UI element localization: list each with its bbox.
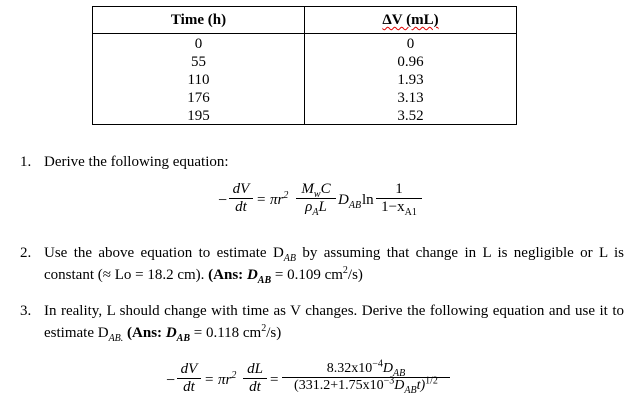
eq2-rhs-num-text: 8.32x10: [326, 361, 373, 376]
eq1-lhs-numerator: dV: [232, 181, 250, 197]
list-text: Derive the following equation:: [44, 154, 229, 170]
list-number: 2.: [20, 245, 32, 261]
table-cell: 110: [187, 72, 210, 88]
table-cell: 0: [194, 36, 203, 52]
item3-ans-var: D: [165, 325, 177, 341]
eq1-mid-fraction: [296, 181, 336, 216]
eq1-minus: −: [218, 192, 228, 209]
eq1-l: L: [318, 199, 327, 215]
item3-ans-label: (Ans:: [123, 325, 166, 341]
eq1-log-denominator: [376, 199, 422, 216]
eq1-d-text: D: [338, 192, 349, 208]
table-time-values: [93, 35, 304, 125]
eq2-rhs-den-text: (331.2+1.75x10: [294, 378, 384, 393]
eq1-equals: =: [257, 192, 266, 208]
item2-ans-var: D: [246, 267, 258, 283]
table-cell: 195: [187, 108, 210, 124]
table-cell: 176: [187, 90, 210, 106]
eq2-pi-exponent: 2: [231, 370, 237, 381]
item2-ans-value: = 0.109 cm: [271, 267, 343, 283]
table-volume-values: [305, 35, 516, 125]
table-column-volume: [305, 7, 516, 33]
eq1-pi-r: [270, 192, 288, 209]
eq2-pi-r: [218, 372, 236, 389]
list-text: [44, 300, 624, 344]
eq2-minus: −: [166, 372, 176, 389]
table-header-volume: ΔV (mL): [382, 12, 439, 28]
eq2-lhs-numerator: dV: [180, 361, 198, 377]
eq1-mid-denominator: [296, 199, 336, 216]
eq1-pi-r-text: πr: [270, 192, 284, 208]
eq2-rhs-den-sub: AB: [404, 384, 417, 396]
eq1-log-den-text: 1−x: [381, 199, 405, 215]
list-number: 3.: [20, 303, 32, 319]
table-column-time: [93, 7, 304, 33]
eq1-c: C: [320, 181, 331, 197]
table-cell: 1.93: [397, 72, 424, 88]
eq2-lhs-denominator: dt: [183, 379, 195, 395]
eq1-log-numerator: 1: [395, 181, 403, 197]
data-table: [92, 6, 517, 125]
eq2-rhs-den-exp: −3: [383, 375, 395, 387]
table-cell: 3.52: [397, 108, 424, 124]
eq2-equals: =: [205, 372, 214, 388]
eq1-mid-numerator: [296, 181, 336, 198]
eq1-rho: ρ: [305, 199, 313, 215]
eq2-lhs-fraction: [177, 361, 201, 396]
item2-ans-tail: /s): [347, 267, 363, 283]
eq1-lhs-denominator: dt: [235, 199, 247, 215]
eq1-log-den-sub: A1: [404, 207, 417, 218]
eq2-dl-numerator: dL: [247, 361, 263, 377]
eq2-rhs-den-t: t): [416, 378, 426, 393]
item2-answer: [208, 267, 272, 286]
item2-ans-sup: 2: [342, 265, 348, 276]
item2-text-a: Use the above equation to estimate D: [44, 245, 284, 261]
eq1-ln: ln: [362, 192, 374, 208]
item2-ans-sub: AB: [257, 275, 272, 286]
table-cell: 55: [191, 54, 206, 70]
table-header-time: Time (h): [170, 12, 227, 28]
eq2-dl-fraction: [243, 361, 267, 396]
eq2-dl-denominator: dt: [249, 379, 261, 395]
list-text: [44, 242, 624, 286]
eq1-a: A: [312, 207, 319, 218]
eq2-rhs-den-pow: 1/2: [425, 375, 438, 387]
eq2-rhs-denominator: [282, 375, 450, 396]
eq1-lhs-fraction: [229, 181, 253, 216]
item3-ans-tail: /s): [266, 325, 282, 341]
list-number: 1.: [20, 154, 32, 170]
eq1-d-sub: AB: [348, 200, 362, 211]
item2-sub-a: AB: [283, 253, 296, 264]
eq2-rhs-den-d: D: [394, 378, 405, 393]
eq2-equals-2: =: [270, 372, 279, 388]
item3-sub-a: AB.: [108, 333, 124, 344]
item2-ans-label: (Ans:: [208, 267, 247, 283]
eq2-rhs-num-sub: AB: [393, 367, 406, 379]
item3-ans-sup: 2: [261, 323, 267, 334]
table-cell: 0.96: [397, 54, 424, 70]
item3-answer: [123, 325, 190, 344]
eq2-pi-r-text: πr: [218, 372, 232, 388]
eq1-log-fraction: [376, 181, 422, 216]
eq1-pi-exponent: 2: [283, 190, 289, 201]
eq2-rhs-fraction: [282, 358, 450, 396]
eq1-w: w: [313, 189, 321, 200]
eq2-rhs-num-d: D: [382, 361, 394, 376]
table-cell: 3.13: [397, 90, 424, 106]
item3-text-a: In reality, L should change with time as V changes. Derive the following equation and use it to estimate D: [44, 303, 624, 341]
eq1-d: [338, 192, 361, 209]
item2-text-b: by assuming that change in L is negligible or L is constant (≈ Lo = 18.2 cm).: [44, 245, 624, 283]
eq1-m: M: [301, 181, 314, 197]
table-cell: 0: [406, 36, 415, 52]
item3-ans-value: = 0.118 cm: [190, 325, 262, 341]
eq2-rhs-num-exp: −4: [372, 358, 383, 370]
item3-ans-sub: AB: [176, 333, 190, 344]
